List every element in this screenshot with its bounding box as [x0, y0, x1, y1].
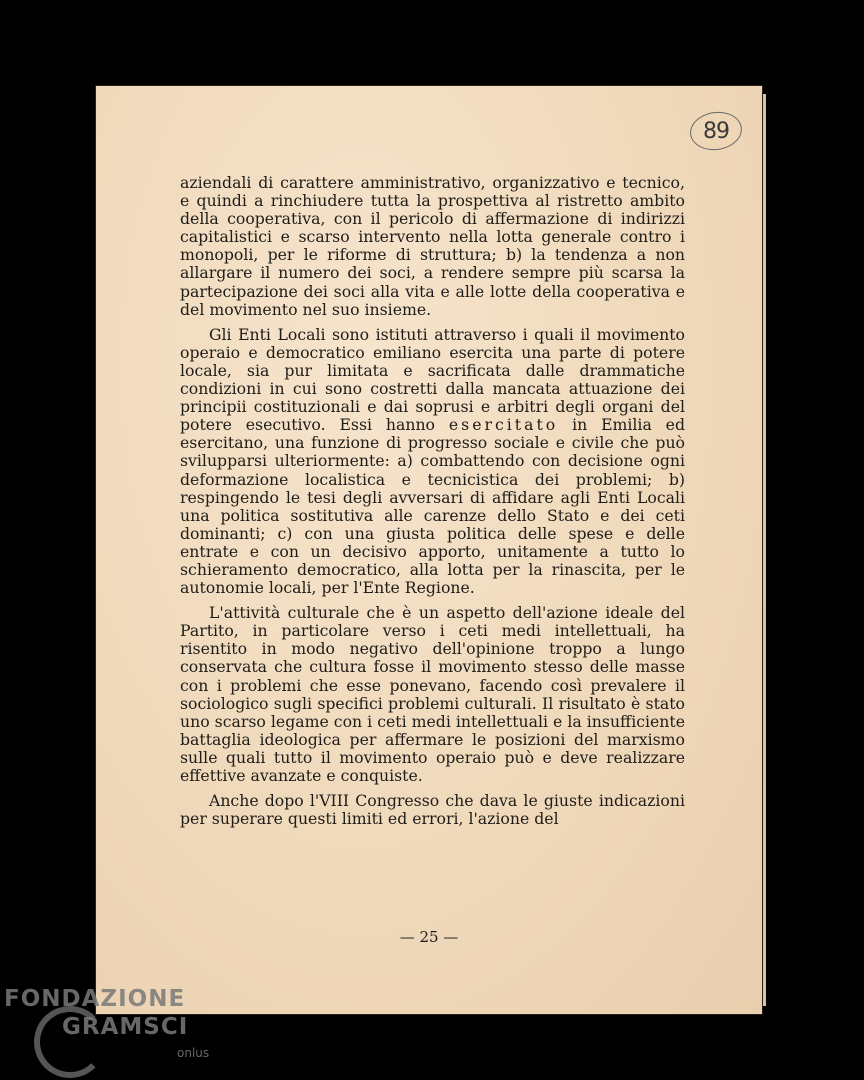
body-text: [180, 174, 685, 828]
paragraph-2: [180, 326, 685, 597]
paragraph-1: aziendali di carattere amministrativo, organizzativo e tecnico, e quindi a rinchiudere tutta la prospettiva al ristretto ambito della cooperativa, con il pericolo di affermazione di indirizzi capitalistici e scarso intervento nella lotta generale contro i monopoli, per le riforme di struttura; b) la tendenza a non allargare il numero dei soci, a rendere sempre più scarsa la partecipazione dei soci alla vita e alle lotte della cooperativa e del movimento nel suo insieme.: [180, 173, 685, 319]
paragraph-2-end: in Emilia ed esercitano, una funzione di progresso sociale e civile che può svilupparsi ulteriormente: a) combattendo con decisione ogni deformazione localistica e tecnicistica dei problemi; b) respingendo le tesi degli avversari di affidare agli Enti Locali una politica sostitutiva alle carenze dello Stato e dei ceti dominanti; c) con una giusta politica delle spese e delle entrate e con un decisivo apporto, unitamente a tutto lo schieramento democratico, alla lotta per la rinascita, per le autonomie locali, per l'Ente Regione.: [180, 415, 685, 598]
emphasized-word: esercitato: [448, 415, 559, 435]
watermark-line-1: FONDAZIONE: [4, 986, 186, 1012]
paragraph-4: Anche dopo l'VIII Congresso che dava le giuste indicazioni per superare questi limiti ed errori, l'azione del: [180, 791, 685, 829]
watermark-line-3: onlus: [177, 1046, 210, 1060]
watermark-line-2: GRAMSCI: [62, 1014, 189, 1040]
archive-watermark: [4, 986, 224, 1076]
folio-number: 89: [690, 112, 742, 150]
paragraph-2-start: Gli Enti Locali sono istituti attraverso i quali il movimento operaio e democratico emiliano esercita una parte di potere locale, sia pur limitata e sacrificata dalle drammatiche condizioni in cui sono costretti dalla mancata attuazione dei principii costituzionali e dai soprusi e arbitri degli organi del potere esecutivo. Essi hanno: [180, 324, 685, 435]
page-number: — 25 —: [399, 928, 459, 946]
paragraph-3: L'attività culturale che è un aspetto dell'azione ideale del Partito, in particolare verso i ceti medi intellettuali, ha risentito in modo negativo dell'opinione troppo a lungo conservata che cultura fosse il movimento stesso delle masse con i problemi che esse ponevano, facendo così prevalere il sociologico sugli specifici problemi culturali. Il risultato è stato uno scarso legame con i ceti medi intellettuali e la insufficiente battaglia ideologica per affermare le posizioni del marxismo sulle quali tutto il movimento operaio può e deve realizzare effettive avanzate e conquiste.: [180, 603, 685, 785]
document-page: [96, 86, 762, 1014]
